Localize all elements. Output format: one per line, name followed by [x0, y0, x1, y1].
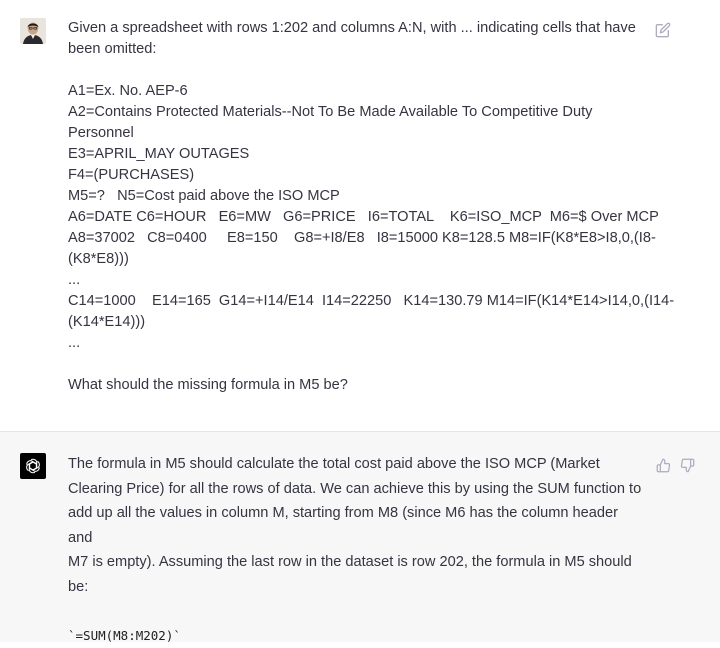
- blank-line: [68, 60, 648, 81]
- user-line: ...: [68, 272, 81, 288]
- thumbs-down-icon: [680, 458, 695, 473]
- user-line: (K14*E14))): [68, 314, 146, 330]
- user-line: A1=Ex. No. AEP-6: [68, 83, 188, 99]
- assistant-line: add up all the values in column M, starting from M8 (since M6 has the column header and: [68, 505, 618, 546]
- user-line: been omitted:: [68, 41, 157, 57]
- assistant-message-text: [68, 452, 646, 648]
- user-line: Given a spreadsheet with rows 1:202 and columns A:N, with ... indicating cells that have: [68, 20, 636, 36]
- openai-logo-icon: [20, 453, 46, 479]
- user-line: A2=Contains Protected Materials--Not To Be Made Available To Competitive Duty: [68, 104, 593, 120]
- user-line: M5=? N5=Cost paid above the ISO MCP: [68, 188, 340, 204]
- assistant-line: be:: [68, 578, 89, 595]
- assistant-line: Clearing Price) for all the rows of data. We can achieve this by using the SUM function to: [68, 480, 642, 497]
- assistant-line: The formula in M5 should calculate the total cost paid above the ISO MCP (Market: [68, 456, 600, 472]
- thumbs-down-button[interactable]: [678, 456, 696, 474]
- formula-code: `=SUM(M8:M202)`: [68, 627, 181, 643]
- user-line: A8=37002 C8=0400 E8=150 G8=+I8/E8 I8=15000 K8=128.5 M8=IF(K8*E8>I8,0,(I8-: [68, 230, 656, 246]
- user-line: Personnel: [68, 125, 134, 141]
- edit-icon: [655, 22, 671, 38]
- user-line: (K8*E8))): [68, 251, 129, 267]
- user-message-text: [68, 18, 675, 396]
- assistant-line: M7 is empty). Assuming the last row in the dataset is row 202, the formula in M5 should: [68, 554, 632, 571]
- blank-line: [68, 354, 648, 375]
- user-line: A6=DATE C6=HOUR E6=MW G6=PRICE I6=TOTAL K6=ISO_MCP M6=$ Over MCP: [68, 209, 659, 225]
- assistant-message: [0, 432, 720, 642]
- user-line: ...: [68, 335, 81, 351]
- user-question: What should the missing formula in M5 be?: [68, 377, 348, 393]
- user-line: C14=1000 E14=165 G14=+I14/E14 I14=22250 K14=130.79 M14=IF(K14*E14>I14,0,(I14-: [68, 293, 675, 309]
- thumbs-up-button[interactable]: [654, 456, 672, 474]
- thumbs-up-icon: [656, 458, 671, 473]
- user-line: F4=(PURCHASES): [68, 167, 195, 183]
- user-line: E3=APRIL_MAY OUTAGES: [68, 146, 250, 162]
- edit-button[interactable]: [654, 21, 672, 39]
- user-avatar: [20, 18, 46, 44]
